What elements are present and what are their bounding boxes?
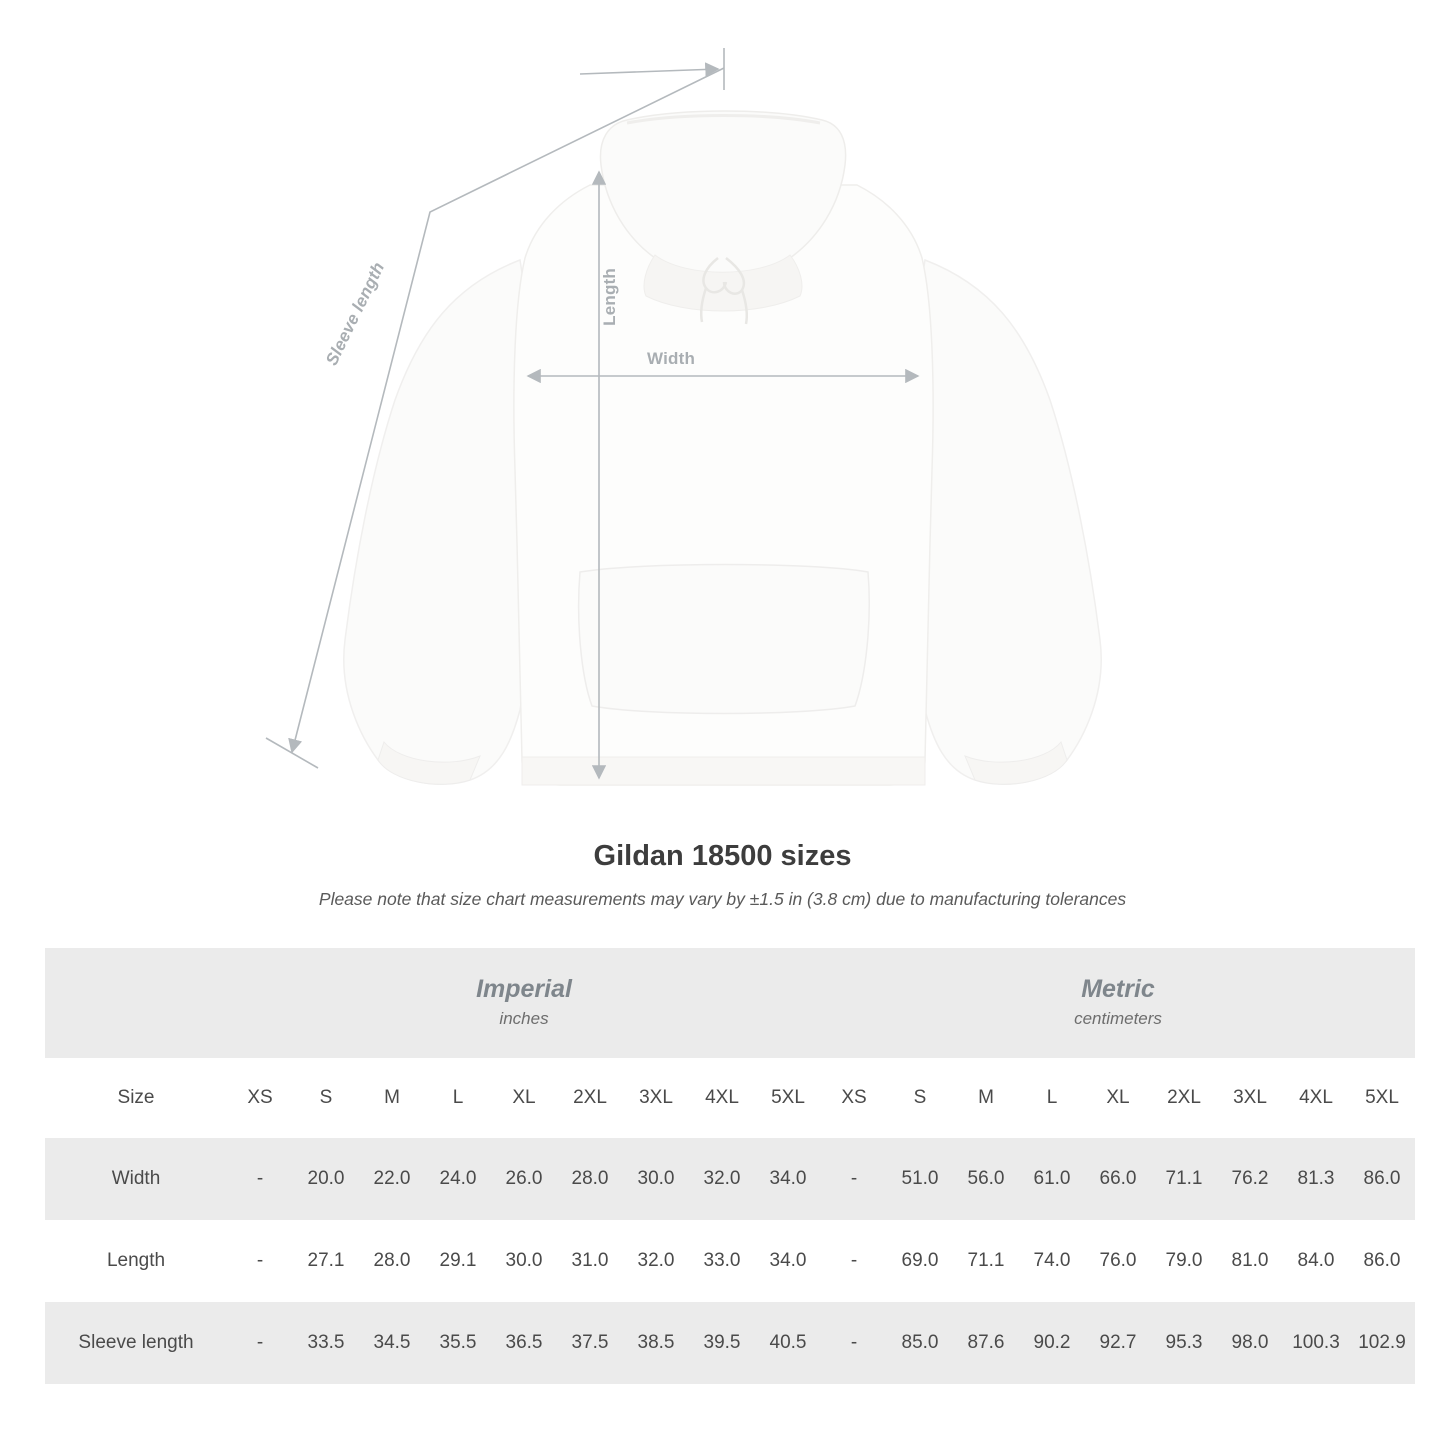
- cell-sleeve-length-metric-4xl: 100.3: [1283, 1302, 1349, 1384]
- sleeve-length-dimension-label: Sleeve length: [322, 259, 389, 369]
- cell-length-imperial-2xl: 31.0: [557, 1220, 623, 1302]
- cell-sleeve-length-metric-l: 90.2: [1019, 1302, 1085, 1384]
- cell-sleeve-length-imperial-5xl: 40.5: [755, 1302, 821, 1384]
- size-header-imperial-m: M: [359, 1058, 425, 1138]
- size-header-imperial-5xl: 5XL: [755, 1058, 821, 1138]
- cell-width-imperial-3xl: 30.0: [623, 1138, 689, 1220]
- tolerance-note: Please note that size chart measurements may vary by ±1.5 in (3.8 cm) due to manufacturing tolerances: [318, 889, 1127, 909]
- cell-sleeve-length-metric-m: 87.6: [953, 1302, 1019, 1384]
- size-header-imperial-2xl: 2XL: [557, 1058, 623, 1138]
- cell-sleeve-length-imperial-m: 34.5: [359, 1302, 425, 1384]
- row-label-sleeve-length: Sleeve length: [45, 1302, 227, 1384]
- imperial-unit-name: Imperial: [476, 974, 572, 1003]
- cell-width-metric-xs: -: [821, 1138, 887, 1220]
- cell-length-imperial-l: 29.1: [425, 1220, 491, 1302]
- unit-header-spacer: [45, 948, 227, 1058]
- row-label-length: Length: [45, 1220, 227, 1302]
- row-label-width: Width: [45, 1138, 227, 1220]
- metric-unit-name: Metric: [1081, 974, 1155, 1003]
- size-header-metric-m: M: [953, 1058, 1019, 1138]
- metric-unit-sub: centimeters: [1074, 1009, 1162, 1029]
- cell-width-imperial-l: 24.0: [425, 1138, 491, 1220]
- cell-sleeve-length-metric-3xl: 98.0: [1217, 1302, 1283, 1384]
- size-header-imperial-3xl: 3XL: [623, 1058, 689, 1138]
- title-block: [0, 840, 1445, 910]
- cell-width-imperial-s: 20.0: [293, 1138, 359, 1220]
- table-row: [45, 1220, 1415, 1302]
- size-header-metric-s: S: [887, 1058, 953, 1138]
- size-header-metric-4xl: 4XL: [1283, 1058, 1349, 1138]
- cell-length-metric-l: 74.0: [1019, 1220, 1085, 1302]
- size-table: [45, 948, 1415, 1384]
- cell-width-metric-s: 51.0: [887, 1138, 953, 1220]
- cell-sleeve-length-imperial-l: 35.5: [425, 1302, 491, 1384]
- cell-length-metric-xl: 76.0: [1085, 1220, 1151, 1302]
- cell-sleeve-length-metric-5xl: 102.9: [1349, 1302, 1415, 1384]
- size-header-metric-5xl: 5XL: [1349, 1058, 1415, 1138]
- cell-length-imperial-4xl: 33.0: [689, 1220, 755, 1302]
- size-header-metric-xl: XL: [1085, 1058, 1151, 1138]
- width-dimension-label: Width: [647, 349, 696, 368]
- cell-length-metric-s: 69.0: [887, 1220, 953, 1302]
- hoodie-shape: [344, 111, 1101, 785]
- cell-sleeve-length-metric-xs: -: [821, 1302, 887, 1384]
- size-header-imperial-4xl: 4XL: [689, 1058, 755, 1138]
- size-header-imperial-xs: XS: [227, 1058, 293, 1138]
- size-label-cell: Size: [45, 1058, 227, 1138]
- cell-sleeve-length-imperial-2xl: 37.5: [557, 1302, 623, 1384]
- cell-length-metric-3xl: 81.0: [1217, 1220, 1283, 1302]
- cell-length-imperial-xl: 30.0: [491, 1220, 557, 1302]
- size-table-wrapper: [45, 948, 1406, 1384]
- unit-header-row: [45, 948, 1415, 1058]
- cell-length-metric-xs: -: [821, 1220, 887, 1302]
- cell-sleeve-length-metric-2xl: 95.3: [1151, 1302, 1217, 1384]
- metric-unit-header: [821, 948, 1415, 1058]
- cell-width-imperial-2xl: 28.0: [557, 1138, 623, 1220]
- cell-width-metric-3xl: 76.2: [1217, 1138, 1283, 1220]
- cell-length-metric-m: 71.1: [953, 1220, 1019, 1302]
- cell-sleeve-length-imperial-4xl: 39.5: [689, 1302, 755, 1384]
- cell-sleeve-length-imperial-3xl: 38.5: [623, 1302, 689, 1384]
- size-header-imperial-l: L: [425, 1058, 491, 1138]
- size-header-metric-3xl: 3XL: [1217, 1058, 1283, 1138]
- cell-sleeve-length-metric-xl: 92.7: [1085, 1302, 1151, 1384]
- table-row: [45, 1138, 1415, 1220]
- imperial-unit-header: [227, 948, 821, 1058]
- size-header-metric-l: L: [1019, 1058, 1085, 1138]
- cell-length-imperial-s: 27.1: [293, 1220, 359, 1302]
- size-header-row: [45, 1058, 1415, 1138]
- cell-width-imperial-5xl: 34.0: [755, 1138, 821, 1220]
- table-row: [45, 1302, 1415, 1384]
- cell-width-metric-2xl: 71.1: [1151, 1138, 1217, 1220]
- cell-width-imperial-m: 22.0: [359, 1138, 425, 1220]
- cell-width-imperial-xl: 26.0: [491, 1138, 557, 1220]
- cell-length-metric-5xl: 86.0: [1349, 1220, 1415, 1302]
- page-title: Gildan 18500 sizes: [593, 840, 852, 872]
- cell-width-metric-4xl: 81.3: [1283, 1138, 1349, 1220]
- imperial-unit-sub: inches: [499, 1009, 549, 1029]
- cell-width-metric-m: 56.0: [953, 1138, 1019, 1220]
- cell-length-metric-4xl: 84.0: [1283, 1220, 1349, 1302]
- cell-length-imperial-5xl: 34.0: [755, 1220, 821, 1302]
- cell-sleeve-length-imperial-xs: -: [227, 1302, 293, 1384]
- cell-length-imperial-3xl: 32.0: [623, 1220, 689, 1302]
- cell-sleeve-length-imperial-xl: 36.5: [491, 1302, 557, 1384]
- cell-sleeve-length-metric-s: 85.0: [887, 1302, 953, 1384]
- cell-sleeve-length-imperial-s: 33.5: [293, 1302, 359, 1384]
- cell-width-imperial-4xl: 32.0: [689, 1138, 755, 1220]
- cell-length-metric-2xl: 79.0: [1151, 1220, 1217, 1302]
- length-dimension-label: Length: [600, 268, 619, 326]
- cell-width-metric-5xl: 86.0: [1349, 1138, 1415, 1220]
- size-header-imperial-xl: XL: [491, 1058, 557, 1138]
- cell-length-imperial-xs: -: [227, 1220, 293, 1302]
- cell-width-imperial-xs: -: [227, 1138, 293, 1220]
- size-header-metric-xs: XS: [821, 1058, 887, 1138]
- size-header-imperial-s: S: [293, 1058, 359, 1138]
- cell-length-imperial-m: 28.0: [359, 1220, 425, 1302]
- size-header-metric-2xl: 2XL: [1151, 1058, 1217, 1138]
- cell-width-metric-l: 61.0: [1019, 1138, 1085, 1220]
- cell-width-metric-xl: 66.0: [1085, 1138, 1151, 1220]
